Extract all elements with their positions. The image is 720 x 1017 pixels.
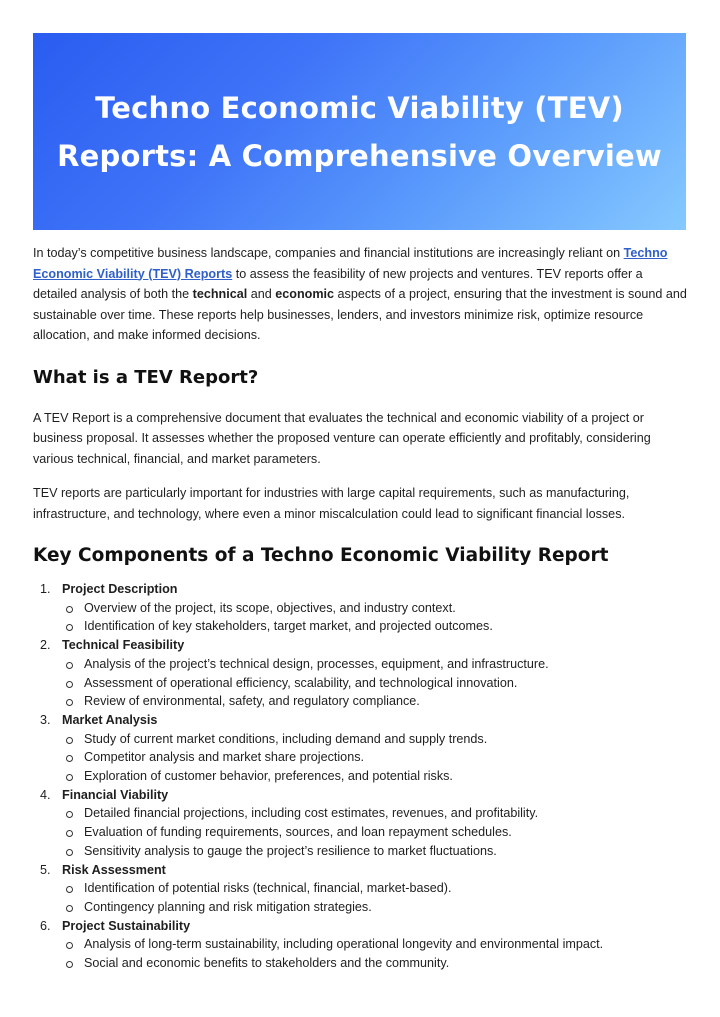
intro-bold-economic: economic (275, 287, 335, 301)
intro-text-1: In today’s competitive business landscape, companies and financial institutions are increasingly reliant on (33, 246, 624, 260)
title-banner (33, 33, 686, 230)
component-sublist (62, 730, 688, 786)
component-subitem: Sensitivity analysis to gauge the project’s resilience to market fluctuations. (62, 842, 688, 861)
component-item (33, 917, 688, 973)
component-item (33, 711, 688, 786)
intro-text-4: aspects of a project, ensuring that the investment is sound and sustainable over time. These reports help businesses, lenders, and investors minimize risk, optimize resource allocation, and make informed decisions. (33, 287, 687, 342)
component-subitem: Analysis of long-term sustainability, including operational longevity and environmental impact. (62, 935, 688, 954)
component-title: Risk Assessment (62, 862, 166, 877)
intro-bold-technical: technical (192, 287, 248, 301)
component-subitem: Social and economic benefits to stakeholders and the community. (62, 954, 688, 973)
component-subitem: Competitor analysis and market share projections. (62, 748, 688, 767)
component-subitem: Contingency planning and risk mitigation strategies. (62, 898, 688, 917)
component-item (33, 786, 688, 861)
what-is-tev-paragraph-2: TEV reports are particularly important for industries with large capital requirements, such as manufacturing, infrastructure, and technology, where even a minor miscalculation could lead to significant financial losses. (33, 486, 630, 521)
component-number: 3. (40, 712, 51, 727)
component-number: 1. (40, 582, 51, 596)
component-sublist (62, 935, 688, 972)
component-item (33, 636, 688, 711)
tev-reports-link[interactable]: Techno Economic Viability (TEV) Reports (33, 246, 668, 281)
key-components-heading: Key Components of a Techno Economic Viability Report (33, 545, 609, 566)
component-subitem: Analysis of the project’s technical design, processes, equipment, and infrastructure. (62, 655, 688, 674)
component-sublist (62, 599, 688, 636)
component-title: Market Analysis (62, 712, 158, 727)
component-title: Project Description (62, 582, 178, 596)
page-title (37, 84, 682, 180)
component-sublist (62, 804, 688, 860)
intro-text-3: and (247, 287, 276, 301)
key-components-list (33, 580, 688, 973)
component-subitem: Assessment of operational efficiency, scalability, and technological innovation. (62, 674, 688, 693)
component-title: Technical Feasibility (62, 638, 185, 653)
component-title: Project Sustainability (62, 918, 191, 933)
component-subitem: Overview of the project, its scope, objectives, and industry context. (62, 599, 688, 618)
component-subitem: Review of environmental, safety, and regulatory compliance. (62, 692, 688, 711)
component-number: 5. (40, 862, 51, 877)
component-item (33, 861, 688, 917)
component-subitem: Exploration of customer behavior, preferences, and potential risks. (62, 767, 688, 786)
component-number: 6. (40, 918, 51, 933)
title-line-1: Techno Economic Viability (TEV) (95, 90, 624, 125)
component-sublist (62, 879, 688, 916)
component-sublist (62, 655, 688, 711)
component-subitem: Study of current market conditions, including demand and supply trends. (62, 730, 688, 749)
what-is-tev-paragraph-1: A TEV Report is a comprehensive document that evaluates the technical and economic viability of a project or business proposal. It assesses whether the proposed venture can operate efficiently and profitably, considering various technical, financial, and market parameters. (33, 410, 651, 466)
component-item (33, 580, 688, 636)
component-number: 2. (40, 638, 51, 653)
what-is-tev-heading: What is a TEV Report? (33, 366, 259, 388)
intro-paragraph (33, 243, 688, 346)
component-subitem: Evaluation of funding requirements, sources, and loan repayment schedules. (62, 823, 688, 842)
component-number: 4. (40, 787, 51, 802)
title-line-2: Reports: A Comprehensive Overview (57, 138, 662, 173)
component-subitem: Identification of key stakeholders, target market, and projected outcomes. (62, 617, 688, 636)
article-body (33, 243, 688, 973)
component-subitem: Identification of potential risks (technical, financial, market-based). (62, 879, 688, 898)
intro-text-2: to assess the feasibility of new projects and ventures. TEV reports offer a detailed analysis of both the (33, 266, 643, 301)
component-subitem: Detailed financial projections, including cost estimates, revenues, and profitability. (62, 804, 688, 823)
component-title: Financial Viability (62, 787, 169, 802)
